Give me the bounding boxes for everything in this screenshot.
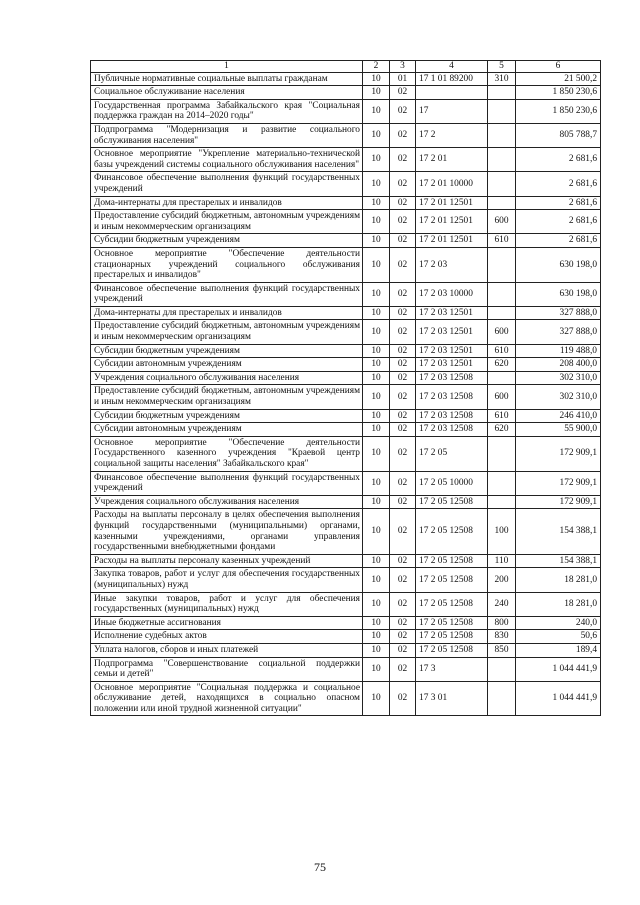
- header-col-6: 6: [516, 61, 601, 73]
- row-name-cell: Подпрограмма "Совершенствование социальной поддержки семьи и детей": [91, 657, 363, 681]
- row-expense-type-cell: [488, 123, 516, 147]
- row-amount-cell: 2 681,6: [516, 210, 601, 234]
- row-name-cell: Учреждения социального обслуживания населения: [91, 495, 363, 509]
- row-expense-type-cell: 200: [488, 568, 516, 592]
- header-col-3: 3: [390, 61, 416, 73]
- row-amount-cell: 18 281,0: [516, 568, 601, 592]
- row-amount-cell: 630 198,0: [516, 247, 601, 282]
- row-subsection-cell: 02: [390, 495, 416, 509]
- table-row: [91, 234, 601, 248]
- row-expense-type-cell: [488, 681, 516, 716]
- row-expense-type-cell: [488, 247, 516, 282]
- row-subsection-cell: 02: [390, 172, 416, 196]
- header-col-2: 2: [363, 61, 390, 73]
- table-row: [91, 344, 601, 358]
- table-row: [91, 568, 601, 592]
- row-subsection-cell: 01: [390, 72, 416, 86]
- row-amount-cell: 246 410,0: [516, 409, 601, 423]
- row-target-item-cell: 17 2 03 12501: [416, 344, 488, 358]
- table-row: [91, 509, 601, 554]
- row-section-cell: 10: [363, 385, 390, 409]
- row-expense-type-cell: [488, 172, 516, 196]
- row-amount-cell: 1 850 230,6: [516, 86, 601, 100]
- row-expense-type-cell: 620: [488, 358, 516, 372]
- table-row: [91, 306, 601, 320]
- row-section-cell: 10: [363, 657, 390, 681]
- table-row: [91, 681, 601, 716]
- row-target-item-cell: 17 2 05 12508: [416, 495, 488, 509]
- table-row: [91, 423, 601, 437]
- row-name-cell: Исполнение судебных актов: [91, 630, 363, 644]
- row-name-cell: Предоставление субсидий бюджетным, автономным учреждениям и иным некоммерческим организациям: [91, 320, 363, 344]
- table-row: [91, 409, 601, 423]
- row-name-cell: Дома-интернаты для престарелых и инвалидов: [91, 196, 363, 210]
- row-target-item-cell: 17 2 03 12501: [416, 320, 488, 344]
- row-target-item-cell: 17 2 03 12508: [416, 371, 488, 385]
- row-target-item-cell: 17 2 05 12508: [416, 509, 488, 554]
- row-name-cell: Субсидии автономным учреждениям: [91, 358, 363, 372]
- row-name-cell: Иные бюджетные ассигнования: [91, 616, 363, 630]
- row-target-item-cell: 17 3: [416, 657, 488, 681]
- row-target-item-cell: 17 2 03 10000: [416, 282, 488, 306]
- row-subsection-cell: 02: [390, 681, 416, 716]
- row-target-item-cell: 17 2 03 12508: [416, 423, 488, 437]
- row-subsection-cell: 02: [390, 320, 416, 344]
- row-subsection-cell: 02: [390, 371, 416, 385]
- table-row: [91, 358, 601, 372]
- row-subsection-cell: 02: [390, 409, 416, 423]
- row-amount-cell: 189,4: [516, 643, 601, 657]
- row-target-item-cell: 17 2 05 12508: [416, 592, 488, 616]
- row-target-item-cell: 17 2 05 12508: [416, 630, 488, 644]
- row-section-cell: 10: [363, 423, 390, 437]
- table-row: [91, 196, 601, 210]
- row-name-cell: Уплата налогов, сборов и иных платежей: [91, 643, 363, 657]
- row-amount-cell: 2 681,6: [516, 148, 601, 172]
- row-amount-cell: 119 488,0: [516, 344, 601, 358]
- row-target-item-cell: 17 2 03 12508: [416, 385, 488, 409]
- row-amount-cell: 1 044 441,9: [516, 657, 601, 681]
- row-section-cell: 10: [363, 282, 390, 306]
- table-row: [91, 385, 601, 409]
- table-row: [91, 247, 601, 282]
- row-expense-type-cell: 600: [488, 320, 516, 344]
- row-section-cell: 10: [363, 247, 390, 282]
- row-subsection-cell: 02: [390, 247, 416, 282]
- row-section-cell: 10: [363, 409, 390, 423]
- row-amount-cell: 2 681,6: [516, 196, 601, 210]
- row-name-cell: Финансовое обеспечение выполнения функций государственных учреждений: [91, 282, 363, 306]
- table-row: [91, 123, 601, 147]
- row-name-cell: Финансовое обеспечение выполнения функций государственных учреждений: [91, 471, 363, 495]
- row-target-item-cell: 17 2 03 12501: [416, 306, 488, 320]
- row-expense-type-cell: [488, 99, 516, 123]
- row-expense-type-cell: 310: [488, 72, 516, 86]
- row-name-cell: Учреждения социального обслуживания населения: [91, 371, 363, 385]
- table-row: [91, 148, 601, 172]
- row-section-cell: 10: [363, 616, 390, 630]
- row-target-item-cell: 17: [416, 99, 488, 123]
- page-number: 75: [314, 860, 326, 874]
- row-name-cell: Основное мероприятие "Обеспечение деятельности стационарных учреждений социального обслуживания престарелых и инвалидов": [91, 247, 363, 282]
- table-row: [91, 630, 601, 644]
- row-amount-cell: 172 909,1: [516, 471, 601, 495]
- row-amount-cell: 327 888,0: [516, 306, 601, 320]
- row-expense-type-cell: [488, 196, 516, 210]
- row-subsection-cell: 02: [390, 554, 416, 568]
- table-row: [91, 172, 601, 196]
- row-name-cell: Основное мероприятие "Укрепление материально-технической базы учреждений системы социального обслуживания населения": [91, 148, 363, 172]
- row-name-cell: Финансовое обеспечение выполнения функций государственных учреждений: [91, 172, 363, 196]
- row-amount-cell: 630 198,0: [516, 282, 601, 306]
- row-subsection-cell: 02: [390, 86, 416, 100]
- row-target-item-cell: 17 2 05 12508: [416, 554, 488, 568]
- table-row: [91, 471, 601, 495]
- table-body: [91, 72, 601, 716]
- row-section-cell: 10: [363, 509, 390, 554]
- row-subsection-cell: 02: [390, 568, 416, 592]
- row-subsection-cell: 02: [390, 471, 416, 495]
- row-subsection-cell: 02: [390, 306, 416, 320]
- row-amount-cell: 240,0: [516, 616, 601, 630]
- row-name-cell: Основное мероприятие "Обеспечение деятельности Государственного казенного учреждения "Краевой центр социальной защиты населения" Забайкальского края": [91, 436, 363, 471]
- row-expense-type-cell: [488, 471, 516, 495]
- row-section-cell: 10: [363, 471, 390, 495]
- row-name-cell: Подпрограмма "Модернизация и развитие социального обслуживания населения": [91, 123, 363, 147]
- row-amount-cell: 302 310,0: [516, 371, 601, 385]
- row-target-item-cell: 17 2 05 12508: [416, 643, 488, 657]
- row-expense-type-cell: [488, 148, 516, 172]
- row-section-cell: 10: [363, 681, 390, 716]
- row-name-cell: Предоставление субсидий бюджетным, автономным учреждениям и иным некоммерческим организациям: [91, 210, 363, 234]
- row-subsection-cell: 02: [390, 196, 416, 210]
- row-subsection-cell: 02: [390, 592, 416, 616]
- row-amount-cell: 2 681,6: [516, 234, 601, 248]
- row-name-cell: Субсидии бюджетным учреждениям: [91, 344, 363, 358]
- row-subsection-cell: 02: [390, 616, 416, 630]
- row-target-item-cell: 17 2 05 12508: [416, 568, 488, 592]
- row-expense-type-cell: [488, 306, 516, 320]
- row-amount-cell: 805 788,7: [516, 123, 601, 147]
- row-expense-type-cell: 110: [488, 554, 516, 568]
- table-row: [91, 99, 601, 123]
- row-amount-cell: 172 909,1: [516, 436, 601, 471]
- row-amount-cell: 55 900,0: [516, 423, 601, 437]
- row-expense-type-cell: 830: [488, 630, 516, 644]
- row-target-item-cell: 17 2: [416, 123, 488, 147]
- row-expense-type-cell: 600: [488, 385, 516, 409]
- row-target-item-cell: 17 2 01 12501: [416, 196, 488, 210]
- header-col-4: 4: [416, 61, 488, 73]
- row-name-cell: Расходы на выплаты персоналу казенных учреждений: [91, 554, 363, 568]
- row-section-cell: 10: [363, 234, 390, 248]
- row-name-cell: Социальное обслуживание населения: [91, 86, 363, 100]
- row-subsection-cell: 02: [390, 344, 416, 358]
- row-section-cell: 10: [363, 643, 390, 657]
- row-expense-type-cell: 100: [488, 509, 516, 554]
- row-target-item-cell: 17 2 03 12508: [416, 409, 488, 423]
- row-target-item-cell: 17 2 03: [416, 247, 488, 282]
- row-subsection-cell: 02: [390, 385, 416, 409]
- row-target-item-cell: 17 3 01: [416, 681, 488, 716]
- row-subsection-cell: 02: [390, 509, 416, 554]
- row-expense-type-cell: 610: [488, 234, 516, 248]
- table-row: [91, 616, 601, 630]
- row-amount-cell: 1 044 441,9: [516, 681, 601, 716]
- row-target-item-cell: 17 2 03 12501: [416, 358, 488, 372]
- row-name-cell: Предоставление субсидий бюджетным, автономным учреждениям и иным некоммерческим организациям: [91, 385, 363, 409]
- table-row: [91, 282, 601, 306]
- row-section-cell: 10: [363, 358, 390, 372]
- row-amount-cell: 172 909,1: [516, 495, 601, 509]
- row-expense-type-cell: 240: [488, 592, 516, 616]
- row-expense-type-cell: 850: [488, 643, 516, 657]
- row-subsection-cell: 02: [390, 234, 416, 248]
- row-amount-cell: 208 400,0: [516, 358, 601, 372]
- row-subsection-cell: 02: [390, 630, 416, 644]
- budget-table: [90, 60, 601, 716]
- row-target-item-cell: 17 2 01 12501: [416, 210, 488, 234]
- header-col-1: 1: [91, 61, 363, 73]
- row-expense-type-cell: [488, 86, 516, 100]
- row-amount-cell: 50,6: [516, 630, 601, 644]
- row-expense-type-cell: [488, 495, 516, 509]
- row-target-item-cell: 17 2 01 10000: [416, 172, 488, 196]
- table-row: [91, 320, 601, 344]
- row-amount-cell: 18 281,0: [516, 592, 601, 616]
- row-section-cell: 10: [363, 306, 390, 320]
- row-section-cell: 10: [363, 196, 390, 210]
- row-subsection-cell: 02: [390, 148, 416, 172]
- row-target-item-cell: 17 2 05 10000: [416, 471, 488, 495]
- row-subsection-cell: 02: [390, 423, 416, 437]
- row-section-cell: 10: [363, 123, 390, 147]
- header-col-5: 5: [488, 61, 516, 73]
- table-row: [91, 592, 601, 616]
- row-section-cell: 10: [363, 344, 390, 358]
- row-expense-type-cell: [488, 436, 516, 471]
- row-section-cell: 10: [363, 495, 390, 509]
- row-target-item-cell: 17 2 05 12508: [416, 616, 488, 630]
- row-subsection-cell: 02: [390, 643, 416, 657]
- row-name-cell: Субсидии бюджетным учреждениям: [91, 234, 363, 248]
- row-name-cell: Иные закупки товаров, работ и услуг для обеспечения государственных (муниципальных) нужд: [91, 592, 363, 616]
- row-amount-cell: 154 388,1: [516, 554, 601, 568]
- row-amount-cell: 1 850 230,6: [516, 99, 601, 123]
- table-row: [91, 210, 601, 234]
- row-name-cell: Закупка товаров, работ и услуг для обеспечения государственных (муниципальных) нужд: [91, 568, 363, 592]
- row-amount-cell: 154 388,1: [516, 509, 601, 554]
- row-section-cell: 10: [363, 148, 390, 172]
- table-row: [91, 72, 601, 86]
- table-row: [91, 86, 601, 100]
- row-subsection-cell: 02: [390, 436, 416, 471]
- header-row: [91, 61, 601, 73]
- row-section-cell: 10: [363, 436, 390, 471]
- row-name-cell: Государственная программа Забайкальского края "Социальная поддержка граждан на 2014–2020 годы": [91, 99, 363, 123]
- row-expense-type-cell: 600: [488, 210, 516, 234]
- row-section-cell: 10: [363, 86, 390, 100]
- row-section-cell: 10: [363, 72, 390, 86]
- table-row: [91, 495, 601, 509]
- row-section-cell: 10: [363, 210, 390, 234]
- row-name-cell: Субсидии автономным учреждениям: [91, 423, 363, 437]
- row-subsection-cell: 02: [390, 282, 416, 306]
- row-name-cell: Расходы на выплаты персоналу в целях обеспечения выполнения функций государственными (муниципальными) органами, казенными учреждениями, органами управления государственными внебюджетными фондами: [91, 509, 363, 554]
- row-amount-cell: 21 500,2: [516, 72, 601, 86]
- row-subsection-cell: 02: [390, 123, 416, 147]
- row-expense-type-cell: [488, 371, 516, 385]
- table-row: [91, 554, 601, 568]
- row-expense-type-cell: 620: [488, 423, 516, 437]
- row-target-item-cell: 17 2 01 12501: [416, 234, 488, 248]
- row-subsection-cell: 02: [390, 657, 416, 681]
- table-row: [91, 657, 601, 681]
- table-row: [91, 371, 601, 385]
- row-expense-type-cell: 800: [488, 616, 516, 630]
- row-expense-type-cell: 610: [488, 344, 516, 358]
- row-section-cell: 10: [363, 554, 390, 568]
- row-section-cell: 10: [363, 99, 390, 123]
- row-name-cell: Публичные нормативные социальные выплаты гражданам: [91, 72, 363, 86]
- row-target-item-cell: 17 2 01: [416, 148, 488, 172]
- row-amount-cell: 2 681,6: [516, 172, 601, 196]
- row-subsection-cell: 02: [390, 358, 416, 372]
- row-subsection-cell: 02: [390, 210, 416, 234]
- row-section-cell: 10: [363, 371, 390, 385]
- row-expense-type-cell: [488, 282, 516, 306]
- row-target-item-cell: 17 2 05: [416, 436, 488, 471]
- row-subsection-cell: 02: [390, 99, 416, 123]
- row-amount-cell: 327 888,0: [516, 320, 601, 344]
- row-section-cell: 10: [363, 630, 390, 644]
- row-expense-type-cell: [488, 657, 516, 681]
- row-target-item-cell: 17 1 01 89200: [416, 72, 488, 86]
- row-section-cell: 10: [363, 172, 390, 196]
- row-section-cell: 10: [363, 592, 390, 616]
- table-row: [91, 436, 601, 471]
- row-section-cell: 10: [363, 320, 390, 344]
- row-section-cell: 10: [363, 568, 390, 592]
- row-name-cell: Основное мероприятие "Социальная поддержка и социальное обслуживание детей, находящихся в социально опасном положении или иной трудной жизненной ситуации": [91, 681, 363, 716]
- row-name-cell: Субсидии бюджетным учреждениям: [91, 409, 363, 423]
- row-target-item-cell: [416, 86, 488, 100]
- row-amount-cell: 302 310,0: [516, 385, 601, 409]
- row-name-cell: Дома-интернаты для престарелых и инвалидов: [91, 306, 363, 320]
- table-row: [91, 643, 601, 657]
- row-expense-type-cell: 610: [488, 409, 516, 423]
